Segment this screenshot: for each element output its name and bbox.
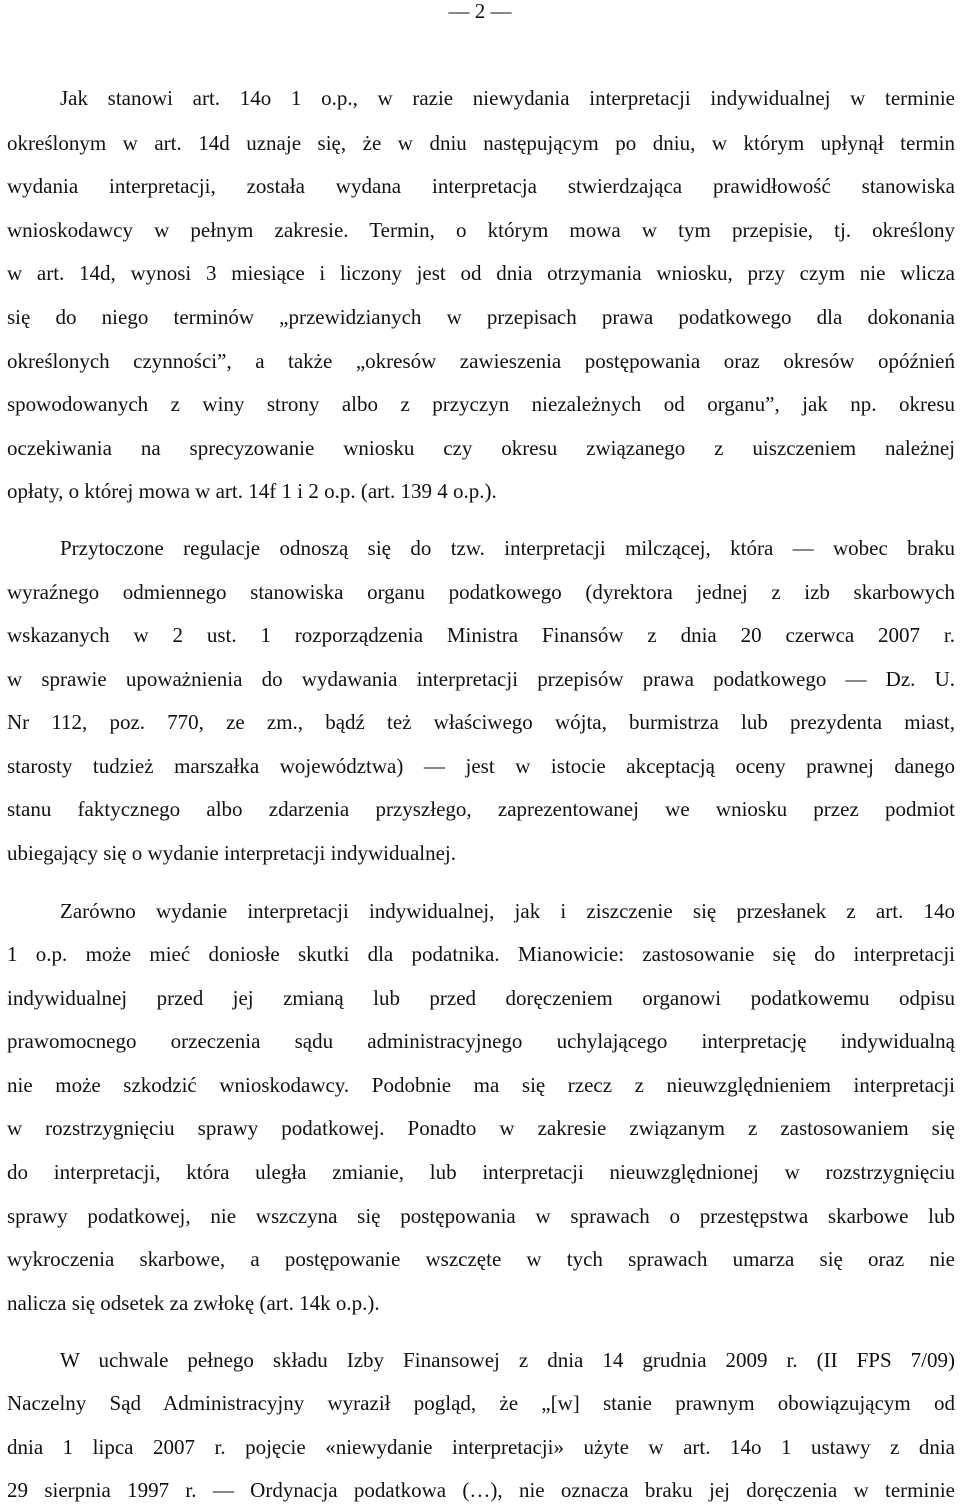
text-line: wnioskodawcy w pełnym zakresie. Termin, o którym mowa w tym przepisie, tj. określony [7,218,955,242]
text-line: Nr 112, poz. 770, ze zm., bądź też właściwego wójta, burmistrza lub prezydenta miast, [7,710,955,734]
text-line: wydania interpretacji, została wydana interpretacja stwierdzająca prawidłowość stanowiska [7,174,955,198]
text-line: dnia 1 lipca 2007 r. pojęcie «niewydanie interpretacji» użyte w art. 14o 1 ustawy z dnia [7,1435,955,1459]
text-line: się do niego terminów „przewidzianych w przepisach prawa podatkowego dla dokonania [7,305,955,329]
text-line: sprawy podatkowej, nie wszczyna się postępowania w sprawach o przestępstwa skarbowe lub [7,1204,955,1228]
text-line: Przytoczone regulacje odnoszą się do tzw. interpretacji milczącej, która — wobec braku [60,536,955,560]
text-line: wskazanych w 2 ust. 1 rozporządzenia Ministra Finansów z dnia 20 czerwca 2007 r. [7,623,955,647]
text-line: indywidualnej przed jej zmianą lub przed doręczeniem organowi podatkowemu odpisu [7,986,955,1010]
text-line: starosty tudzież marszałka województwa) — jest w istocie akceptacją oceny prawnej danego [7,754,955,778]
text-line: wyraźnego odmiennego stanowiska organu podatkowego (dyrektora jednej z izb skarbowych [7,580,955,604]
text-line: stanu faktycznego albo zdarzenia przyszłego, zaprezentowanej we wniosku przez podmiot [7,797,955,821]
text-line: ubiegający się o wydanie interpretacji indywidualnej. [7,841,457,865]
text-line: Zarówno wydanie interpretacji indywidualnej, jak i ziszczenie się przesłanek z art. 14o [60,899,955,923]
page-number: — 2 — [448,0,512,23]
text-line: określonym w art. 14d uznaje się, że w dniu następującym po dniu, w którym upłynął termin [7,131,955,155]
text-line: Naczelny Sąd Administracyjny wyraził pogląd, że „[w] stanie prawnym obowiązującym od [7,1391,955,1415]
text-line: opłaty, o której mowa w art. 14f 1 i 2 o.p. (art. 139 4 o.p.). [7,479,497,503]
text-line: oczekiwania na sprecyzowanie wniosku czy okresu związanego z uiszczeniem należnej [7,436,955,460]
text-line: W uchwale pełnego składu Izby Finansowej z dnia 14 grudnia 2009 r. (II FPS 7/09) [60,1348,955,1372]
text-line: 29 sierpnia 1997 r. — Ordynacja podatkowa (…), nie oznacza braku jej doręczenia w terminie [7,1478,955,1502]
text-line: nie może szkodzić wnioskodawcy. Podobnie ma się rzecz z nieuwzględnieniem interpretacji [7,1073,955,1097]
text-line: Jak stanowi art. 14o 1 o.p., w razie niewydania interpretacji indywidualnej w terminie [60,86,955,110]
text-line: do interpretacji, która uległa zmianie, lub interpretacji nieuwzględnionej w rozstrzygnięciu [7,1160,955,1184]
text-line: w art. 14d, wynosi 3 miesiące i liczony jest od dnia otrzymania wniosku, przy czym nie wlicza [7,261,955,285]
text-line: w sprawie upoważnienia do wydawania interpretacji przepisów prawa podatkowego — Dz. U. [7,667,955,691]
text-line: w rozstrzygnięciu sprawy podatkowej. Ponadto w zakresie związanym z zastosowaniem się [7,1116,955,1140]
text-line: wykroczenia skarbowe, a postępowanie wszczęte w tych sprawach umarza się oraz nie [7,1247,955,1271]
text-line: nalicza się odsetek za zwłokę (art. 14k o.p.). [7,1291,380,1315]
text-line: 1 o.p. może mieć doniosłe skutki dla podatnika. Mianowicie: zastosowanie się do interpretacji [7,942,955,966]
text-line: prawomocnego orzeczenia sądu administracyjnego uchylającego interpretację indywidualną [7,1029,955,1053]
text-line: określonych czynności”, a także „okresów zawieszenia postępowania oraz okresów opóźnień [7,349,955,373]
text-line: spowodowanych z winy strony albo z przyczyn niezależnych od organu”, jak np. okresu [7,392,955,416]
